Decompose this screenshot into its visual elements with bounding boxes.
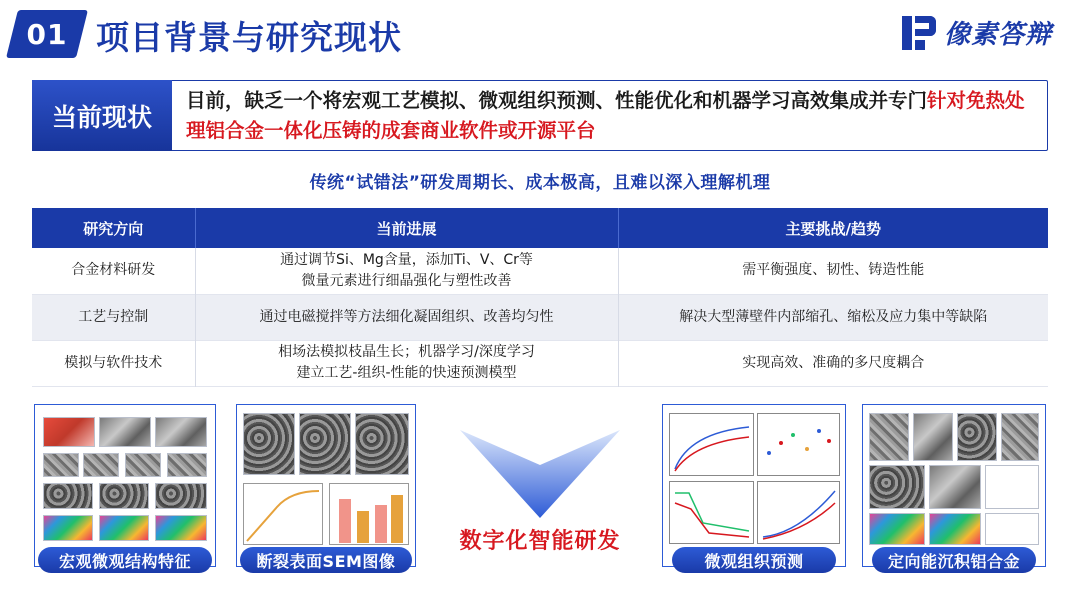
cell-challenge: 需平衡强度、韧性、铸造性能 [618, 248, 1048, 294]
downward-arrow-icon [455, 420, 625, 520]
micrograph-image [99, 483, 149, 509]
sem-image [355, 413, 409, 475]
panel-ded-aluminum [862, 404, 1046, 567]
panel-sem [236, 404, 416, 567]
table-row [32, 248, 1048, 294]
status-text-highlight: 针对免热处理铝合金一体化压铸的成套商业软件或开源平台 [186, 89, 1025, 142]
panel-caption-macro-micro: 宏观微观结构特征 [38, 547, 212, 573]
logo-mark-icon [902, 16, 936, 50]
center-label: 数字化智能研发 [459, 529, 621, 554]
cell-challenge: 解决大型薄壁件内部缩孔、缩松及应力集中等缺陷 [618, 294, 1048, 340]
micrograph-image [155, 417, 207, 447]
status-text [186, 86, 1036, 146]
status-text-main: 目前，缺乏一个将宏观工艺模拟、微观组织预测、性能优化和机器学习高效集成并专门 [186, 89, 928, 112]
page-title: 项目背景与研究现状 [96, 18, 402, 57]
micrograph-image [99, 417, 151, 447]
sem-image [243, 413, 295, 475]
table-row [32, 340, 1048, 386]
status-label: 当前现状 [32, 80, 172, 151]
panel-macro-micro [34, 404, 216, 567]
micrograph-image [913, 413, 953, 461]
ebsd-map-image [869, 513, 925, 545]
table-row [32, 294, 1048, 340]
micrograph-image [43, 417, 95, 447]
cell-progress: 通过调节Si、Mg含量，添加Ti、V、Cr等 微量元素进行细晶强化与塑性改善 [195, 248, 618, 294]
sem-image [299, 413, 351, 475]
micrograph-image [125, 453, 161, 477]
micrograph-image [43, 453, 79, 477]
cell-progress: 通过电磁搅拌等方法细化凝固组织、改善均匀性 [195, 294, 618, 340]
curve-plot-icon [243, 483, 323, 545]
panel-microstructure-prediction [662, 404, 846, 567]
column-header-progress: 当前进展 [195, 208, 618, 248]
panel-caption-microstructure-prediction: 微观组织预测 [672, 547, 836, 573]
logo-text: 像素答辩 [943, 20, 1052, 50]
panel-caption-ded-aluminum: 定向能沉积铝合金 [872, 547, 1036, 573]
plot-image [985, 513, 1039, 545]
cell-direction: 工艺与控制 [32, 294, 195, 340]
ebsd-map-image [43, 515, 93, 541]
cell-direction: 合金材料研发 [71, 262, 156, 279]
bar-plot-icon [329, 483, 409, 545]
cell-challenge: 实现高效、准确的多尺度耦合 [618, 340, 1048, 386]
micrograph-image [869, 413, 909, 461]
column-header-challenge: 主要挑战/趋势 [618, 208, 1048, 248]
prediction-plots-icon [669, 413, 841, 545]
panel-caption-sem: 断裂表面SEM图像 [240, 547, 412, 573]
micrograph-image [83, 453, 119, 477]
research-table [32, 208, 1048, 387]
section-number: 01 [26, 17, 68, 51]
column-header-direction: 研究方向 [32, 208, 195, 248]
micrograph-image [929, 465, 981, 509]
cell-direction: 模拟与软件技术 [64, 354, 163, 371]
micrograph-image [869, 465, 925, 509]
brand-logo [902, 14, 1052, 51]
conclusion-statement: 传统“试错法”研发周期长、成本极高，且难以深入理解机理 [309, 173, 771, 193]
micrograph-image [43, 483, 93, 509]
micrograph-image [957, 413, 997, 461]
table-header-row [32, 208, 1048, 248]
page-header [0, 0, 1080, 70]
micrograph-image [1001, 413, 1039, 461]
micrograph-image [167, 453, 207, 477]
micrograph-image [155, 483, 207, 509]
ebsd-map-image [929, 513, 981, 545]
cell-progress: 相场法模拟枝晶生长；机器学习/深度学习 建立工艺-组织-性能的快速预测模型 [195, 340, 618, 386]
ebsd-map-image [155, 515, 207, 541]
ebsd-map-image [99, 515, 149, 541]
plot-image [985, 465, 1039, 509]
